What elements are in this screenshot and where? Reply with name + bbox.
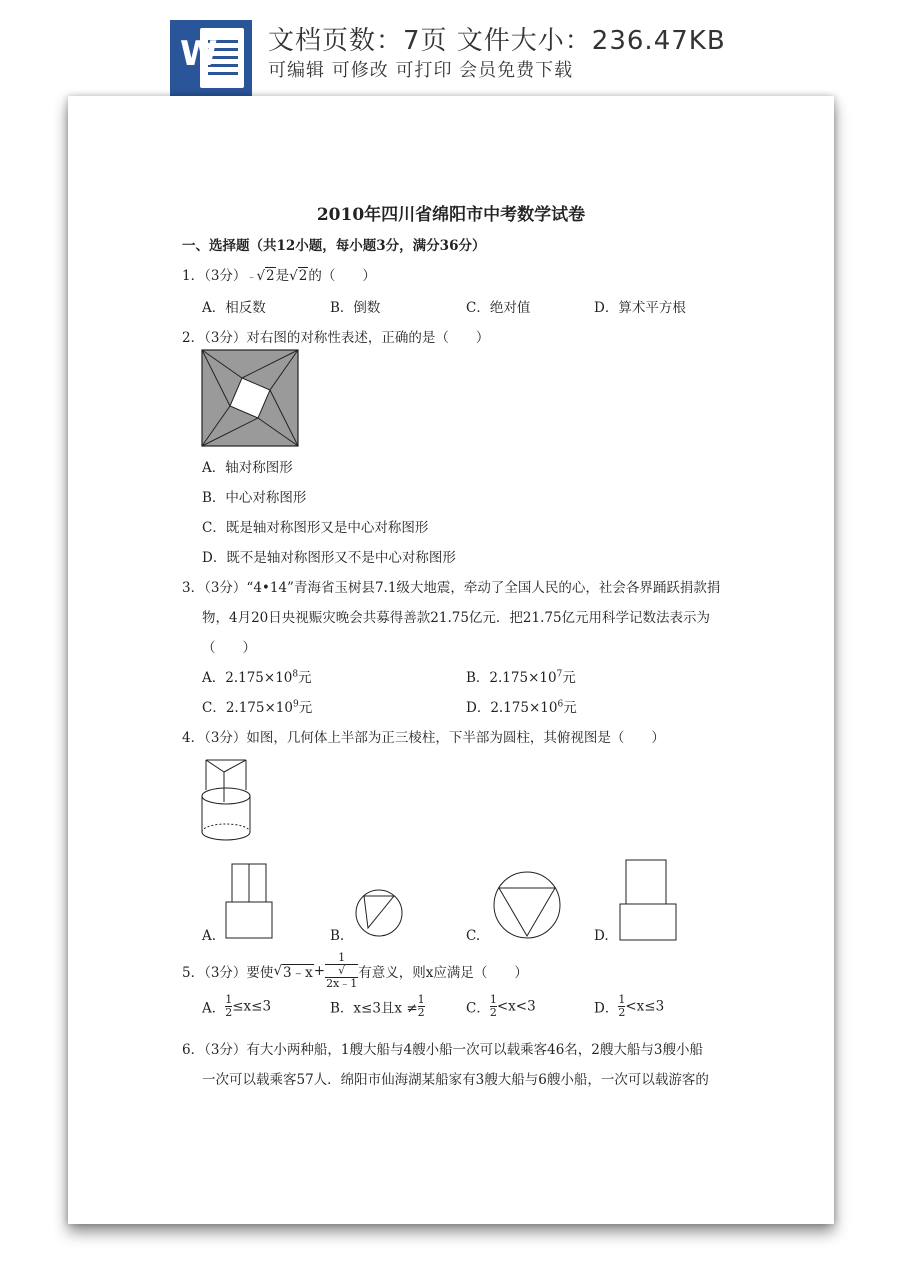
- document-page: [68, 96, 834, 1224]
- question-2-stem: 2．（3分）对右图的对称性表述，正确的是（ ）: [182, 330, 490, 346]
- word-document-icon: W: [170, 20, 252, 96]
- q5-option-c[interactable]: C． $\frac{1}{2}$ <x<3: [466, 993, 536, 1019]
- question-6-line-2: 一次可以载乘客57人．绵阳市仙海湖某船家有3艘大船与6艘小船，一次可以载游客的: [202, 1072, 709, 1088]
- question-6-line-1: 6．（3分）有大小两种船，1艘大船与4艘小船一次可以载乘客46名，2艘大船与3艘小船: [182, 1042, 703, 1058]
- q4-option-d-figure: [618, 858, 678, 942]
- q3-option-a[interactable]: A．$2.175\times 10^8$元: [202, 669, 312, 686]
- q5-option-a[interactable]: A． $\frac{1}{2}$ ≤x≤3: [202, 993, 272, 1019]
- q3-option-d[interactable]: D．$2.175\times 10^6$元: [466, 699, 577, 716]
- q4-option-d[interactable]: D.: [594, 928, 609, 944]
- question-3-line-2: 物，4月20日央视赈灾晚会共募得善款21.75亿元．把21.75亿元用科学记数法表示为: [202, 610, 711, 626]
- q4-option-b-figure: [354, 888, 404, 938]
- question-3-line-1: 3．（3分）“4•14”青海省玉树县7.1级大地震，牵动了全国人民的心，社会各界踊跃捐款捐: [182, 580, 721, 596]
- q4-option-a-figure: [224, 862, 274, 942]
- file-info: 文档页数：7页 文件大小：236.47KB: [268, 26, 726, 56]
- q5-option-d[interactable]: D． $\frac{1}{2}$ <x≤3: [594, 993, 665, 1019]
- q2-option-b[interactable]: B．中心对称图形: [202, 490, 307, 506]
- q5-option-b[interactable]: B．x≤3且x ≠ $\frac{1}{2}$: [330, 993, 425, 1019]
- q3-option-b[interactable]: B．$2.175\times 10^7$元: [466, 669, 576, 686]
- pinwheel-square-figure: [202, 350, 298, 446]
- question-3-line-3: （ ）: [202, 640, 256, 656]
- q1-option-a[interactable]: A．相反数: [202, 300, 266, 316]
- q3-option-c[interactable]: C．$2.175\times 10^9$元: [202, 699, 313, 716]
- q2-option-c[interactable]: C．既是轴对称图形又是中心对称图形: [202, 520, 429, 536]
- q1-option-d[interactable]: D．算术平方根: [594, 300, 686, 316]
- q1-option-b[interactable]: B．倒数: [330, 300, 381, 316]
- q4-option-c-figure: [492, 870, 562, 940]
- q2-option-a[interactable]: A．轴对称图形: [202, 460, 293, 476]
- q2-option-d[interactable]: D．既不是轴对称图形又不是中心对称图形: [202, 550, 456, 566]
- q4-option-b[interactable]: B.: [330, 928, 345, 944]
- section-heading: 一、选择题（共12小题，每小题3分，满分36分）: [182, 238, 486, 254]
- q4-option-c[interactable]: C.: [466, 928, 481, 944]
- question-1-stem: 1．（3分）﹣√2是√2的（ ）: [182, 268, 376, 284]
- q4-option-a[interactable]: A.: [202, 928, 217, 944]
- question-4-stem: 4．（3分）如图，几何体上半部为正三棱柱，下半部为圆柱，其俯视图是（ ）: [182, 730, 665, 746]
- prism-on-cylinder-figure: [202, 756, 254, 842]
- download-banner: [0, 0, 900, 96]
- file-features: 可编辑 可修改 可打印 会员免费下载: [268, 60, 574, 81]
- q1-option-c[interactable]: C．绝对值: [466, 300, 531, 316]
- page-title: 2010年四川省绵阳市中考数学试卷: [316, 205, 586, 225]
- question-5-stem: 5．（3分）要使√3﹣x+ 1 √ 2x﹣1 有意义，则x应满足（ ）: [182, 951, 528, 990]
